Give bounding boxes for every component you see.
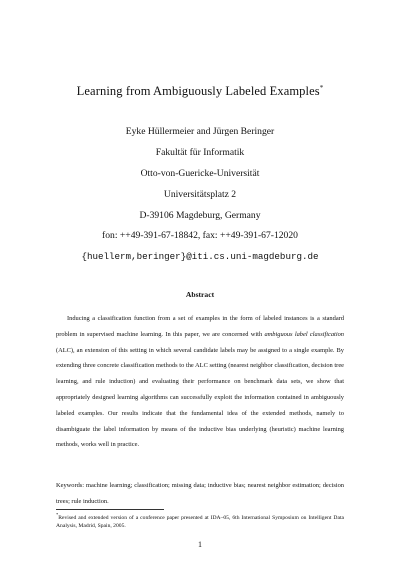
footnote-rule bbox=[56, 509, 164, 510]
faculty: Fakultät für Informatik bbox=[155, 147, 245, 158]
footnote-mark: * bbox=[56, 512, 59, 517]
keywords bbox=[56, 478, 344, 510]
abstract-text-part1: Inducing a classification function from a set of examples in the form of labeled instances is a standard problem in supervised machine learning. In this paper, we are concerned with bbox=[56, 315, 344, 338]
phone-fax: fon: ++49-391-67-18842, fax: ++49-391-67-12020 bbox=[102, 230, 298, 241]
abstract-emphasis: ambiguous label classification bbox=[264, 330, 344, 338]
footnote-text: Revised and extended version of a conference paper presented at IDA–05, 6th International Symposium on Intelligent Data Analysis, Madrid, Spain, 2005. bbox=[56, 514, 344, 530]
paper-title bbox=[0, 84, 400, 99]
title-footnote-mark: * bbox=[319, 84, 324, 92]
keywords-label: Keywords: bbox=[56, 482, 85, 489]
abstract-heading: Abstract bbox=[185, 290, 215, 299]
city-address: D-39106 Magdeburg, Germany bbox=[139, 210, 261, 221]
page-number: 1 bbox=[198, 540, 202, 549]
university: Otto-von-Guericke-Universität bbox=[140, 168, 260, 179]
footnote bbox=[56, 511, 344, 531]
email-address: {huellerm,beringer}@iti.cs.uni-magdeburg.de bbox=[81, 251, 319, 262]
abstract-body bbox=[56, 311, 344, 453]
street-address: Universitätsplatz 2 bbox=[163, 189, 237, 200]
abstract-text-part2: (ALC), an extension of this setting in which several candidate labels may be assigned to a single example. By extending three concrete classification methods to the ALC setting (nearest neighbor classification, decision tree learning, and rule induction) and evaluating their performance on benchmark data sets, we show that appropriately designed learning algorithms can successfully exploit the information contained in ambiguously labeled examples. Our results indicate that the fundamental idea of the extended methods, namely to disambiguate the label information by means of the inductive bias underlying (heuristic) machine learning methods, works well in practice. bbox=[56, 346, 344, 449]
authors: Eyke Hüllermeier and Jürgen Beringer bbox=[125, 126, 275, 137]
keywords-text: machine learning; classification; missing data; inductive bias; nearest neighbor estimation; decision trees; rule induction. bbox=[56, 482, 344, 505]
title-text: Learning from Ambiguously Labeled Examples bbox=[76, 84, 320, 99]
